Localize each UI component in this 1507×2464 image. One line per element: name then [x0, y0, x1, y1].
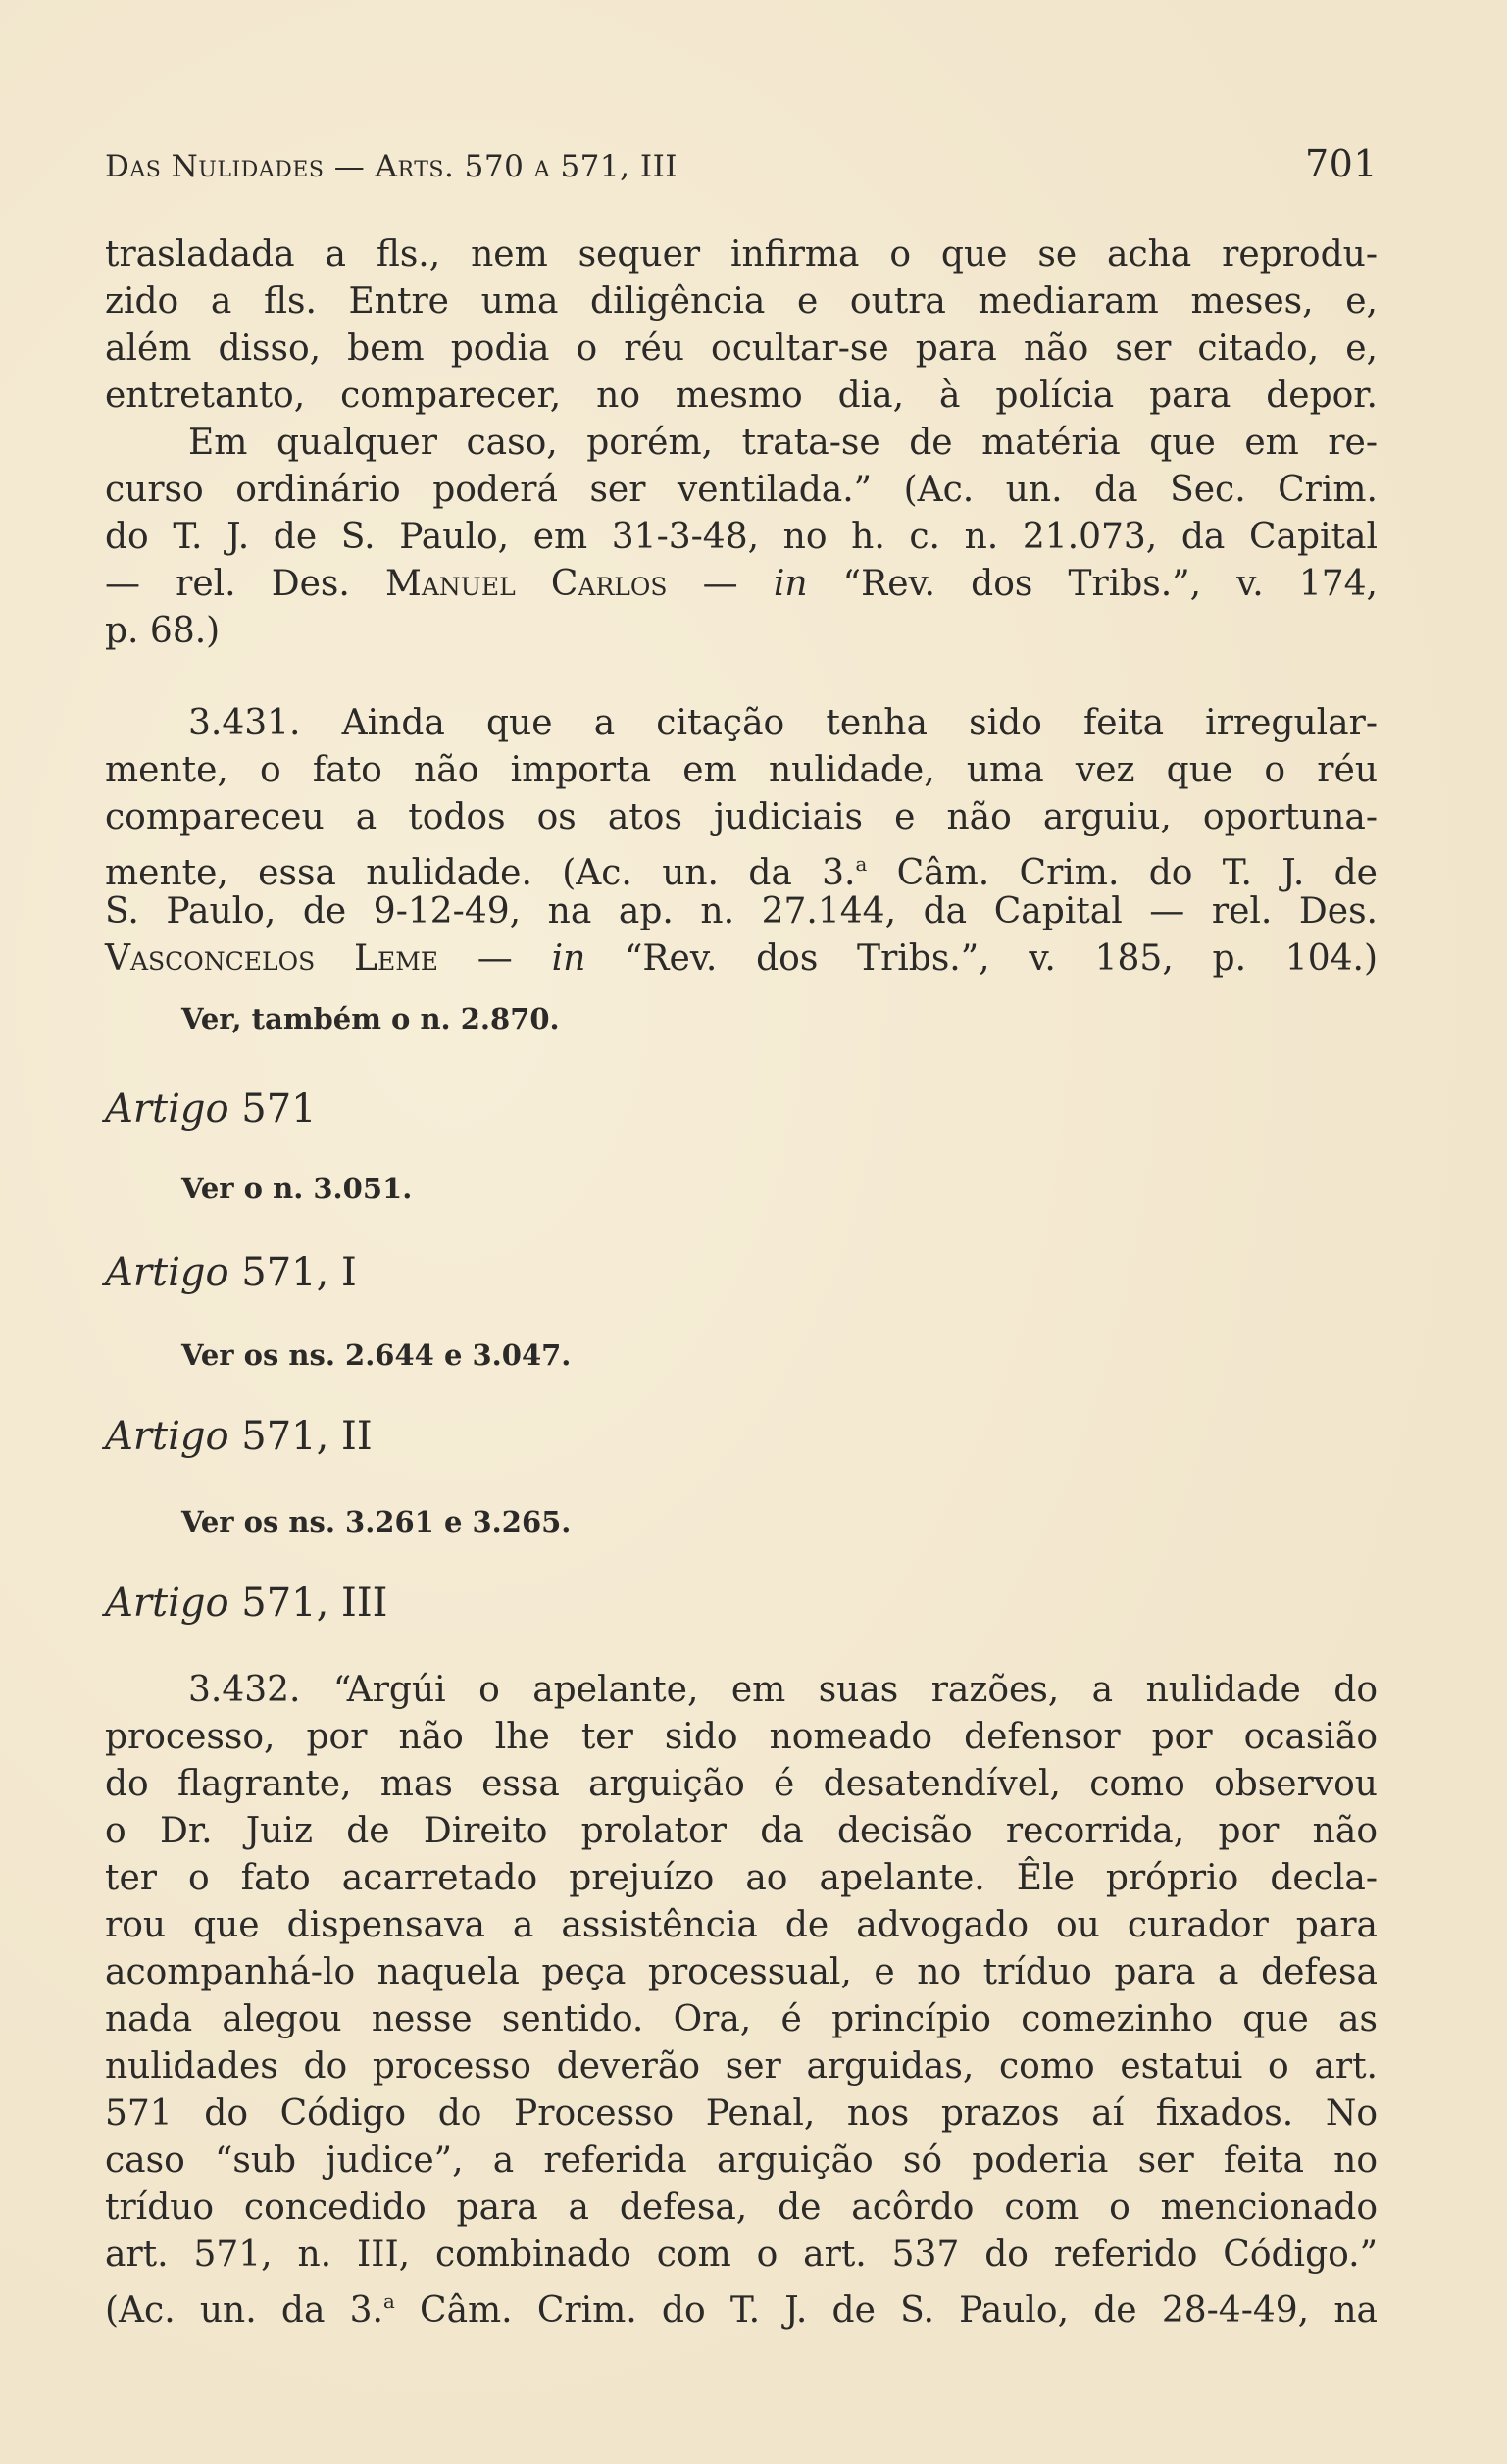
article-number: 571, II	[241, 1414, 373, 1459]
text-line	[105, 561, 1378, 608]
article-reference: Ver o n. 3.051.	[181, 1172, 413, 1205]
rapporteur-name: Manuel Carlos	[385, 564, 668, 604]
text-run: (Ac. un. da 3.	[105, 2289, 383, 2331]
text-line: art. 571, n. III, combinado com o art. 537 do referido Código.”	[105, 2235, 1378, 2275]
running-title-part2: Arts. 570 a 571, III	[375, 149, 678, 184]
text-run: “Rev. dos Tribs.”, v. 185, p. 104.)	[585, 938, 1378, 979]
text-line: o Dr. Juiz de Direito prolator da decisão recorrida, por não	[105, 1811, 1378, 1851]
italic-in: in	[551, 938, 586, 979]
ordinal-superscript: a	[383, 2290, 395, 2313]
article-label: Artigo	[105, 1250, 229, 1295]
article-heading	[105, 1581, 387, 1626]
text-line: S. Paulo, de 9-12-49, na ap. n. 27.144, da Capital — rel. Des.	[105, 891, 1378, 931]
text-line: nulidades do processo deverão ser arguidas, como estatui o art.	[105, 2046, 1378, 2087]
running-title	[105, 149, 678, 184]
text-line: entretanto, comparecer, no mesmo dia, à polícia para depor.	[105, 376, 1378, 416]
running-header	[105, 142, 1378, 185]
text-line: 571 do Código do Processo Penal, nos prazos aí fixados. No	[105, 2093, 1378, 2134]
text-line: 3.432. “Argúi o apelante, em suas razões, a nulidade do	[188, 1670, 1378, 1710]
text-run: — rel. Des.	[105, 564, 386, 604]
see-also-note: Ver, também o n. 2.870.	[181, 1002, 560, 1035]
text-line	[105, 935, 1378, 982]
article-label: Artigo	[105, 1086, 229, 1131]
text-run: mente, essa nulidade. (Ac. un. da 3.	[105, 852, 856, 893]
text-line: zido a fls. Entre uma diligência e outra mediaram meses, e,	[105, 281, 1378, 322]
ordinal-superscript: a	[855, 853, 868, 876]
article-heading	[105, 1086, 317, 1131]
article-heading	[105, 1414, 373, 1459]
running-title-dash: —	[333, 149, 366, 184]
text-line: compareceu a todos os atos judiciais e não arguiu, oportuna-	[105, 797, 1378, 837]
text-line	[105, 2279, 1378, 2335]
italic-in: in	[773, 564, 808, 604]
running-title-part1: Das Nulidades	[105, 149, 325, 184]
text-line: nada alegou nesse sentido. Ora, é princípio comezinho que as	[105, 1999, 1378, 2039]
text-line: 3.431. Ainda que a citação tenha sido feita irregular-	[188, 703, 1378, 743]
text-run: —	[438, 938, 552, 979]
text-line: além disso, bem podia o réu ocultar-se para não ser citado, e,	[105, 328, 1378, 369]
text-line: processo, por não lhe ter sido nomeado defensor por ocasião	[105, 1717, 1378, 1757]
text-line: acompanhá-lo naquela peça processual, e no tríduo para a defesa	[105, 1952, 1378, 1992]
text-run: Câm. Crim. do T. J. de S. Paulo, de 28-4-49, na	[394, 2289, 1379, 2331]
article-reference: Ver os ns. 3.261 e 3.265.	[181, 1505, 572, 1538]
text-line: do T. J. de S. Paulo, em 31-3-48, no h. c. n. 21.073, da Capital	[105, 517, 1378, 557]
article-label: Artigo	[105, 1581, 229, 1626]
article-number: 571	[241, 1086, 317, 1131]
text-run: Câm. Crim. do T. J. de	[867, 852, 1378, 893]
text-run: “Rev. dos Tribs.”, v. 174,	[807, 564, 1378, 604]
text-line: p. 68.)	[105, 611, 221, 651]
text-run: —	[667, 564, 774, 604]
text-line: Em qualquer caso, porém, trata-se de matéria que em re-	[188, 423, 1378, 463]
article-heading	[105, 1250, 357, 1295]
text-line: tríduo concedido para a defesa, de acôrdo com o mencionado	[105, 2187, 1378, 2228]
article-number: 571, III	[241, 1581, 388, 1626]
page-number: 701	[1304, 142, 1378, 185]
text-line: trasladada a fls., nem sequer infirma o que se acha reprodu-	[105, 234, 1378, 275]
text-line: ter o fato acarretado prejuízo ao apelante. Êle próprio decla-	[105, 1858, 1378, 1898]
text-line: do flagrante, mas essa arguição é desatendível, como observou	[105, 1764, 1378, 1804]
text-line: mente, o fato não importa em nulidade, uma vez que o réu	[105, 750, 1378, 790]
text-line: rou que dispensava a assistência de advogado ou curador para	[105, 1905, 1378, 1945]
rapporteur-name: Vasconcelos Leme	[105, 938, 439, 979]
article-reference: Ver os ns. 2.644 e 3.047.	[181, 1338, 572, 1372]
article-number: 571, I	[241, 1250, 357, 1295]
article-label: Artigo	[105, 1414, 229, 1459]
text-line: caso “sub judice”, a referida arguição só poderia ser feita no	[105, 2140, 1378, 2181]
text-line: curso ordinário poderá ser ventilada.” (Ac. un. da Sec. Crim.	[105, 470, 1378, 510]
